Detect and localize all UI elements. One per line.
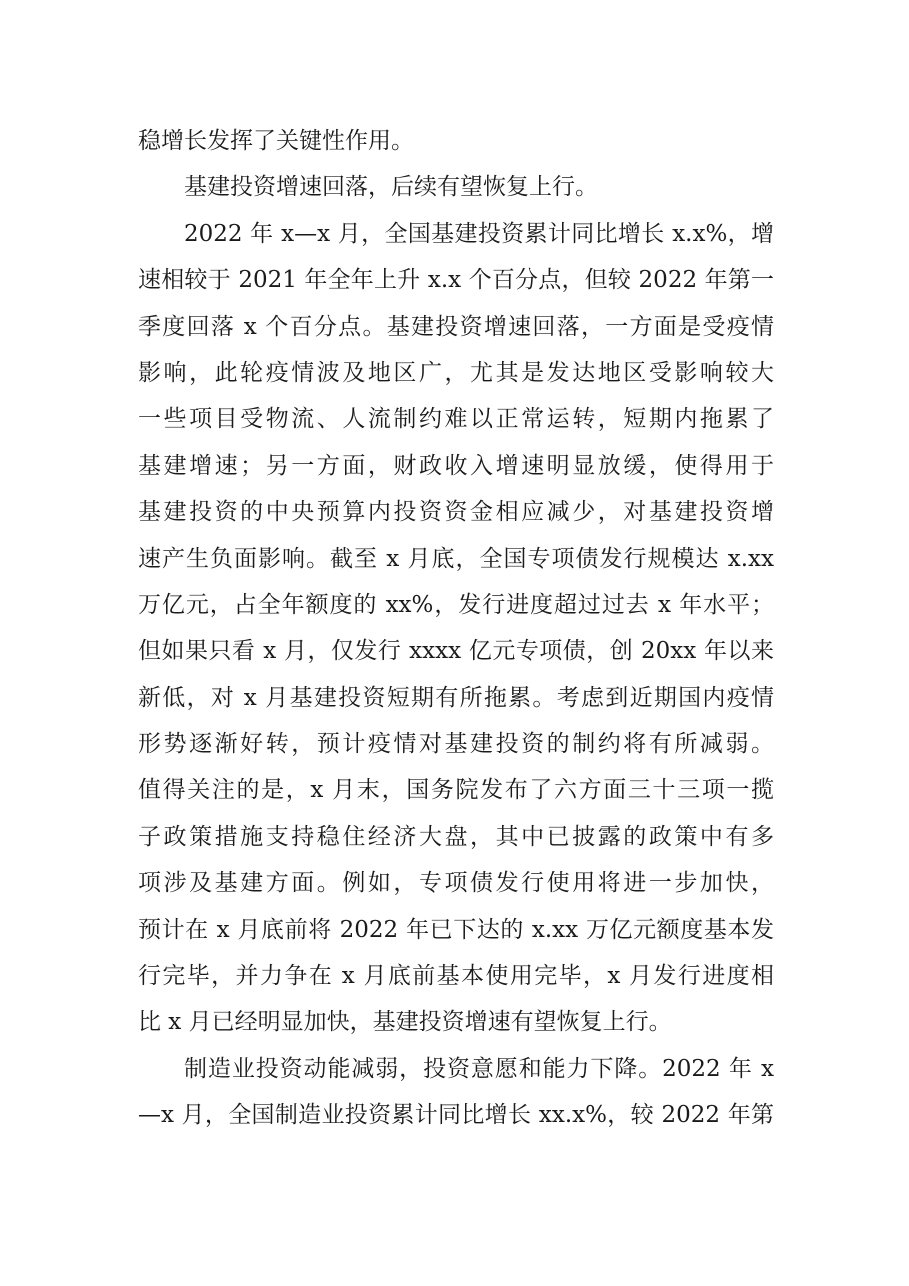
text-line: 但如果只看 x 月，仅发行 xxxx 亿元专项债，创 20xx 年以来	[138, 638, 774, 665]
text-line: 速产生负面影响。截至 x 月底，全国专项债发行规模达 x.xx	[138, 545, 774, 572]
text-line: 项涉及基建方面。例如，专项债发行使用将进一步加快，	[138, 870, 774, 897]
text-line: 新低，对 x 月基建投资短期有所拖累。考虑到近期国内疫情	[138, 684, 774, 711]
text-line: 子政策措施支持稳住经济大盘，其中已披露的政策中有多	[138, 823, 774, 850]
text-line: 速相较于 2021 年全年上升 x.x 个百分点，但较 2022 年第一	[138, 267, 774, 294]
heading-line: 基建投资增速回落，后续有望恢复上行。	[184, 174, 598, 201]
text-line: 行完毕，并力争在 x 月底前基本使用完毕，x 月发行进度相	[138, 963, 774, 990]
text-line: 万亿元，占全年额度的 xx%，发行进度超过过去 x 年水平；	[138, 591, 774, 618]
text-line: 比 x 月已经明显加快，基建投资增速有望恢复上行。	[138, 1009, 672, 1036]
heading-line: 制造业投资动能减弱，投资意愿和能力下降。2022 年 x	[184, 1055, 774, 1082]
text-line: 季度回落 x 个百分点。基建投资增速回落，一方面是受疫情	[138, 313, 774, 340]
text-line: 基建增速；另一方面，财政收入增速明显放缓，使得用于	[138, 452, 774, 479]
text-line: 一些项目受物流、人流制约难以正常运转，短期内拖累了	[138, 406, 774, 433]
text-line: 影响，此轮疫情波及地区广，尤其是发达地区受影响较大	[138, 359, 774, 386]
text-line: 稳增长发挥了关键性作用。	[138, 128, 414, 154]
text-line: —x 月，全国制造业投资累计同比增长 xx.x%，较 2022 年第	[138, 1102, 774, 1129]
text-line: 形势逐渐好转，预计疫情对基建投资的制约将有所减弱。	[138, 731, 774, 758]
body-text	[138, 118, 774, 1139]
text-line: 值得关注的是，x 月末，国务院发布了六方面三十三项一揽	[138, 777, 774, 804]
text-line: 基建投资的中央预算内投资资金相应减少，对基建投资增	[138, 499, 774, 526]
text-line: 预计在 x 月底前将 2022 年已下达的 x.xx 万亿元额度基本发	[138, 916, 774, 943]
text-line: 2022 年 x—x 月，全国基建投资累计同比增长 x.x%，增	[184, 220, 774, 247]
